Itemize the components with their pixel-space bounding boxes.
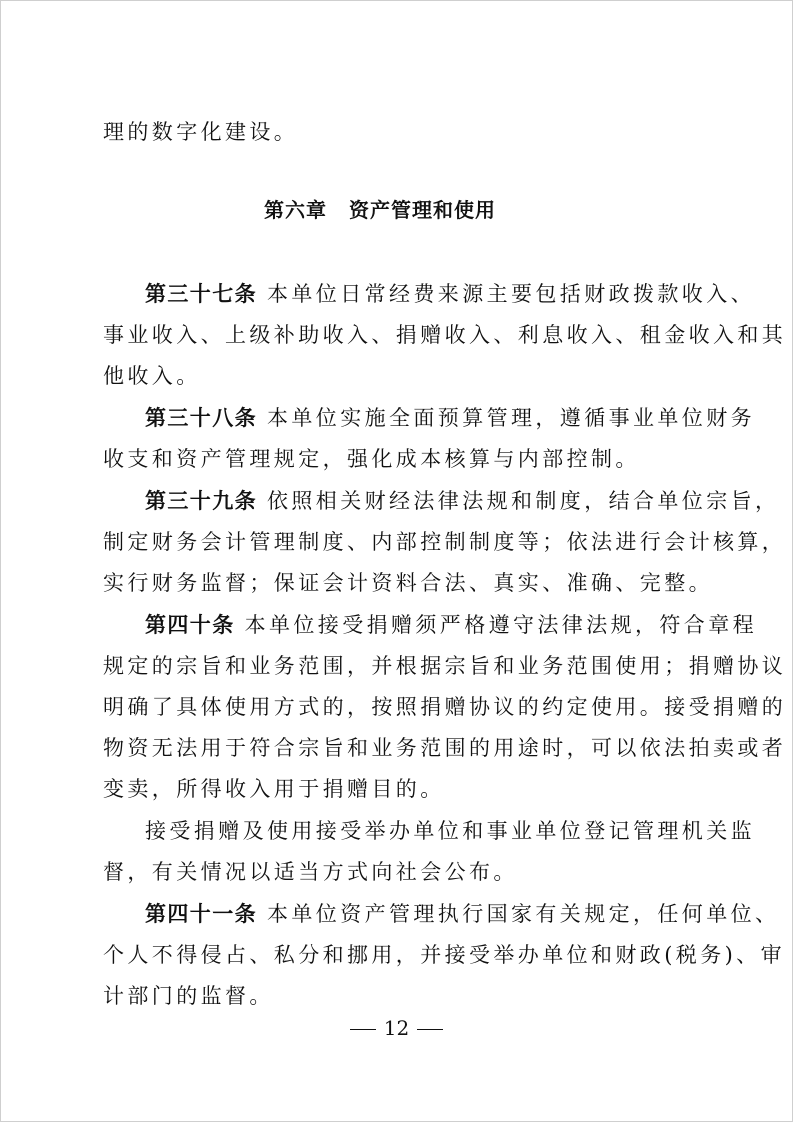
chapter-heading [264,196,496,224]
article-label: 第三十八条 [145,406,257,430]
dash-left [350,1029,376,1030]
article-label: 第三十七条 [145,282,257,306]
dash-right [417,1029,443,1030]
article-40-line-5: 变卖，所得收入用于捐赠目的。 [103,777,445,801]
paragraph-line-1: 接受捐赠及使用接受举办单位和事业单位登记管理机关监 [145,819,755,843]
article-41-line-2: 个人不得侵占、私分和挪用，并接受举办单位和财政(税务)、审 [103,943,785,967]
article-38-line-1 [145,404,755,432]
article-40-line-3: 明确了具体使用方式的，按照捐赠协议的约定使用。接受捐赠的 [103,695,787,719]
article-41-line-1 [145,900,779,928]
article-40-line-4: 物资无法用于符合宗旨和业务范围的用途时，可以依法拍卖或者 [103,736,787,760]
article-text: 本单位接受捐赠须严格遵守法律法规，符合章程 [244,613,758,637]
article-38-line-2: 收支和资产管理规定，强化成本核算与内部控制。 [103,447,640,471]
paragraph-line-2: 督，有关情况以适当方式向社会公布。 [103,860,518,884]
article-40-line-1 [145,611,757,639]
chapter-number: 第六章 [264,198,327,222]
article-text: 本单位实施全面预算管理，遵循事业单位财务 [267,406,755,430]
article-label: 第三十九条 [145,489,257,513]
article-text: 依照相关财经法律法规和制度，结合单位宗旨， [267,489,780,513]
page-number [0,1014,793,1042]
article-40-line-2: 规定的宗旨和业务范围，并根据宗旨和业务范围使用；捐赠协议 [103,654,787,678]
chapter-title: 资产管理和使用 [349,198,496,222]
article-37-line-1 [145,280,755,308]
article-label: 第四十条 [145,613,235,637]
page-number-value: 12 [383,1016,410,1040]
article-text: 本单位日常经费来源主要包括财政拨款收入、 [267,282,755,306]
article-39-line-1 [145,487,779,515]
article-label: 第四十一条 [145,902,257,926]
article-39-line-2: 制定财务会计管理制度、内部控制制度等；依法进行会计核算， [103,530,787,554]
article-text: 本单位资产管理执行国家有关规定，任何单位、 [267,902,780,926]
article-39-line-3: 实行财务监督；保证会计资料合法、真实、准确、完整。 [103,571,713,595]
article-41-line-3: 计部门的监督。 [103,984,274,1008]
article-37-line-3: 他收入。 [103,364,201,388]
article-37-line-2: 事业收入、上级补助收入、捐赠收入、利息收入、租金收入和其 [103,323,787,347]
continuation-text: 理的数字化建设。 [103,120,299,144]
